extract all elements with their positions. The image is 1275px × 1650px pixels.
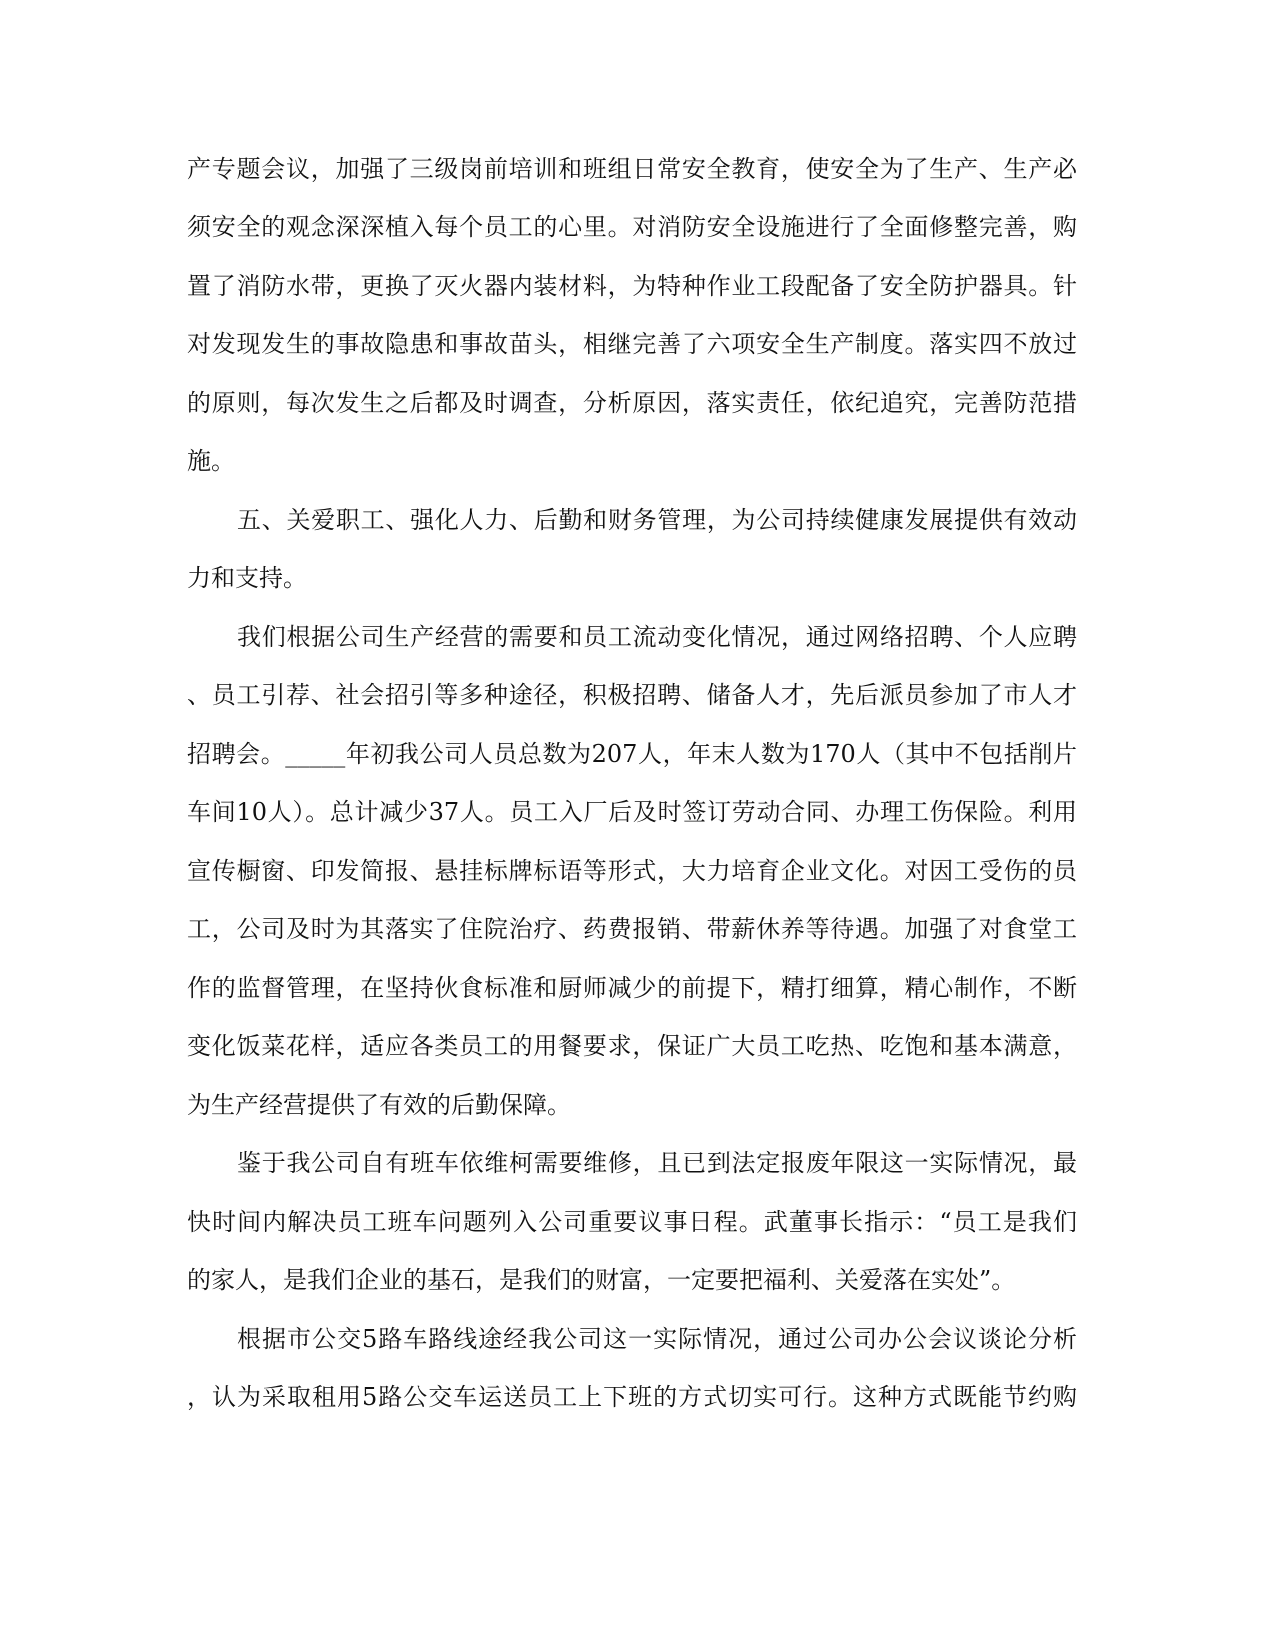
text-line: 须安全的观念深深植入每个员工的心里。对消防安全设施进行了全面修整完善，购: [187, 213, 1077, 241]
text-line: 变化饭菜花样，适应各类员工的用餐要求，保证广大员工吃热、吃饱和基本满意，: [187, 1032, 1077, 1060]
text-line: 的家人，是我们企业的基石，是我们的财富，一定要把福利、关爱落在实处”。: [187, 1266, 1016, 1294]
text-line: 施。: [187, 447, 235, 475]
text-line: ，认为采取租用5路公交车运送员工上下班的方式切实可行。这种方式既能节约购: [187, 1383, 1077, 1411]
text-line: 宣传橱窗、印发简报、悬挂标牌标语等形式，大力培育企业文化。对因工受伤的员: [187, 857, 1077, 885]
text-line: 的原则，每次发生之后都及时调查，分析原因，落实责任，依纪追究，完善防范措: [187, 389, 1077, 417]
text-line: 鉴于我公司自有班车依维柯需要维修，且已到法定报废年限这一实际情况，最: [237, 1149, 1077, 1177]
text-line: 为生产经营提供了有效的后勤保障。: [187, 1091, 571, 1119]
text-line: 车间10人）。总计减少37人。员工入厂后及时签订劳动合同、办理工伤保险。利用: [187, 798, 1077, 826]
text-line: 作的监督管理，在坚持伙食标准和厨师减少的前提下，精打细算，精心制作，不断: [187, 974, 1077, 1002]
text-line: 工，公司及时为其落实了住院治疗、药费报销、带薪休养等待遇。加强了对食堂工: [187, 915, 1077, 943]
text-line: 产专题会议，加强了三级岗前培训和班组日常安全教育，使安全为了生产、生产必: [187, 155, 1077, 183]
section-heading-line: 五、关爱职工、强化人力、后勤和财务管理，为公司持续健康发展提供有效动: [237, 506, 1077, 534]
text-line: 对发现发生的事故隐患和事故苗头，相继完善了六项安全生产制度。落实四不放过: [187, 330, 1077, 358]
text-line: 快时间内解决员工班车问题列入公司重要议事日程。武董事长指示：“员工是我们: [187, 1208, 1077, 1236]
section-heading-line: 力和支持。: [187, 564, 307, 592]
text-line: 置了消防水带，更换了灭火器内装材料，为特种作业工段配备了安全防护器具。针: [187, 272, 1077, 300]
text-line: 招聘会。_____年初我公司人员总数为207人，年末人数为170人（其中不包括削片: [187, 740, 1077, 768]
text-line: 我们根据公司生产经营的需要和员工流动变化情况，通过网络招聘、个人应聘: [237, 623, 1077, 651]
text-line: 、员工引荐、社会招引等多种途径，积极招聘、储备人才，先后派员参加了市人才: [187, 681, 1077, 709]
text-line: 根据市公交5路车路线途经我公司这一实际情况，通过公司办公会议谈论分析: [237, 1325, 1077, 1353]
